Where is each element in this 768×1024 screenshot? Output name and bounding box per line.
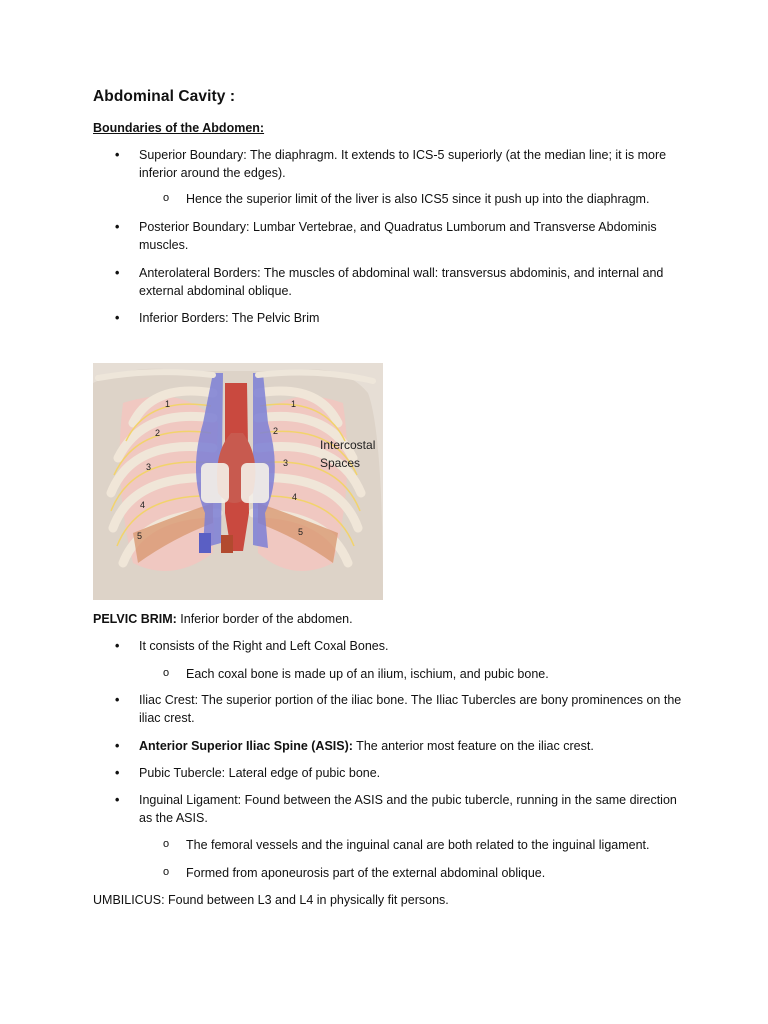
asis-label: Anterior Superior Iliac Spine (ASIS): <box>139 739 353 753</box>
iliac-tubercles-label: Iliac Tubercles <box>435 693 516 707</box>
space-number-left-5: 5 <box>137 531 143 541</box>
space-number-left-4: 4 <box>140 500 146 510</box>
pelvic-brim-label: PELVIC BRIM: <box>93 612 177 626</box>
space-number-right-4: 4 <box>292 492 298 502</box>
bullet-pubic-tubercle <box>139 764 684 782</box>
subbullet-femoral-vessels: o The femoral vessels and the inguinal canal are both related to the inguinal ligament. <box>186 836 686 854</box>
umbilicus-paragraph <box>93 891 693 909</box>
pubic-tubercle-label: Pubic Tubercle: <box>139 766 226 780</box>
space-number-left-2: 2 <box>155 428 161 438</box>
pubic-tubercle-text: Lateral edge of pubic bone. <box>225 766 381 780</box>
space-number-right-3: 3 <box>283 458 289 468</box>
iliac-tubercles-text: are bony prominences on the iliac crest. <box>139 693 682 725</box>
subbullet-aponeurosis: o Formed from aponeurosis part of the external abdominal oblique. <box>186 864 686 882</box>
figure-label-spaces: Spaces <box>320 456 361 470</box>
bullet-superior-boundary: • Superior Boundary: The diaphragm. It extends to ICS-5 superiorly (at the median line; it is more inferior around the edges). <box>139 146 684 182</box>
bullet-asis <box>139 737 684 755</box>
bullet-anterolateral-borders: • Anterolateral Borders: The muscles of abdominal wall: transversus abdominis, and internal and external abdominal oblique. <box>139 264 684 300</box>
subbullet-liver-limit: o Hence the superior limit of the liver is also ICS5 since it push up into the diaphragm. <box>186 190 686 208</box>
inguinal-ligament-label: Inguinal Ligament: <box>139 793 242 807</box>
umbilicus-label: UMBILICUS: <box>93 893 165 907</box>
section-heading-boundaries: Boundaries of the Abdomen: <box>93 121 265 135</box>
pelvic-brim-text: Inferior border of the abdomen. <box>176 612 353 626</box>
iliac-crest-text: The superior portion of the iliac bone. The <box>198 693 436 707</box>
space-number-right-1: 1 <box>291 399 297 409</box>
inguinal-ligament-text: Found between the ASIS and the pubic tubercle, running in the same direction as the ASIS. <box>139 793 677 825</box>
bullet-inguinal-ligament <box>139 791 684 827</box>
iliac-crest-label: Iliac Crest: <box>139 693 199 707</box>
space-number-right-5: 5 <box>298 527 304 537</box>
bullet-inferior-borders: • Inferior Borders: The Pelvic Brim <box>139 309 684 327</box>
subbullet-coxal-parts: o Each coxal bone is made up of an ilium, ischium, and pubic bone. <box>186 665 686 683</box>
asis-text: The anterior most feature on the iliac crest. <box>352 739 594 753</box>
bullet-coxal-bones: • It consists of the Right and Left Coxal Bones. <box>139 637 684 655</box>
bullet-iliac-crest <box>139 691 684 727</box>
space-number-left-3: 3 <box>146 462 152 472</box>
figure-label-intercostal: Intercostal <box>320 438 376 452</box>
space-number-left-1: 1 <box>165 399 171 409</box>
umbilicus-text: Found between L3 and L4 in physically fit persons. <box>164 893 449 907</box>
page-title: Abdominal Cavity : <box>93 88 236 105</box>
pelvic-brim-paragraph <box>93 610 693 628</box>
intercostal-spaces-figure <box>93 363 383 600</box>
space-number-right-2: 2 <box>273 426 279 436</box>
bullet-posterior-boundary: • Posterior Boundary: Lumbar Vertebrae, and Quadratus Lumborum and Transverse Abdominis muscles. <box>139 218 684 254</box>
